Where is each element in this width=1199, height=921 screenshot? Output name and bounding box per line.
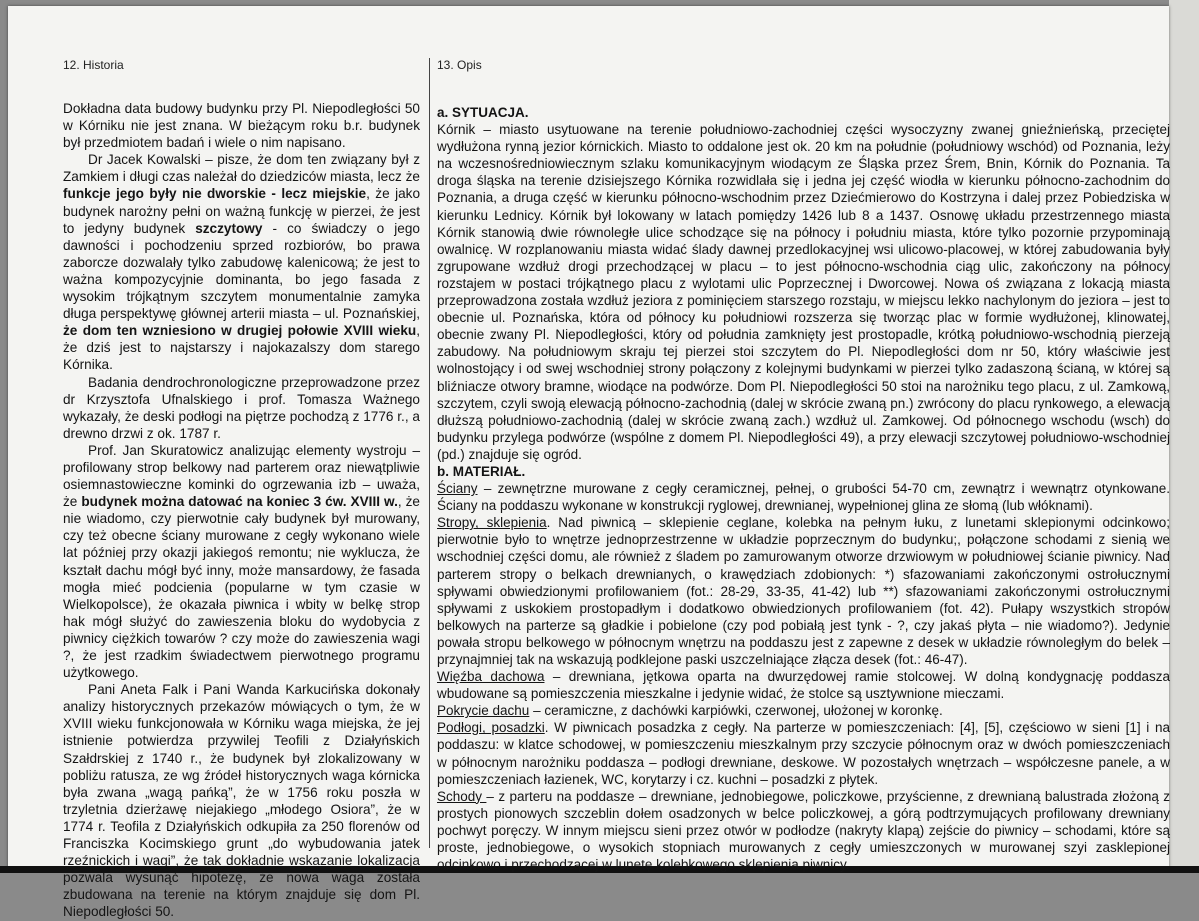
bold-text-run: budynek można datować na koniec 3 ćw. XVIII w. [81,494,398,510]
bold-text-run: szczytowy [195,220,263,236]
text-run: – drewniana, jętkowa oparta na dwurzędowej ramie stolcowej. W dolną kondygnację poddasza wbudowane są pomieszczenia mieszkalne i jedynie widać, że stolce są usztywnione mieczami. [437,669,1170,702]
stairs-label: Schody [437,788,487,804]
bold-text-run: funkcje jego były nie dworskie - lecz miejskie [63,186,367,202]
material-walls [437,480,1170,514]
material-ceilings [437,514,1170,668]
text-run: - co świadczy o jego dawności i pochodzeniu sprzed rozbiorów, bo prawa zaborcze dozwalały tylko zabudowę kalenicową; że jest to ważna kompozycyjnie dominanta, bo jego fasada z wysokim trójkątnym szczytem monumentalnie zamyka długa perspektywę głównej arterii miasta – ul. Poznańskiej, [63,220,420,322]
section-title-situation: a. SYTUACJA. [437,105,529,120]
text-run: Dr Jacek Kowalski – pisze, że dom ten związany był z Zamkiem i długi czas należał do dziedziców miasta, lecz że [63,152,420,185]
text-run: , że jako budynek narożny pełni on ważną funkcję w pierzei, że jest to jedyny budynek [63,186,421,236]
history-column [63,100,420,921]
scan-right-margin [1169,0,1199,873]
history-paragraph: Badania dendrochronologiczne przeprowadzone przez dr Krzysztofa Ufnalskiego i prof. Tomasza Ważnego wykazały, że deski podłogi na piętrze pochodzą z 1776 r., a drewno drzwi z ok. 1787 r. [63,374,420,441]
walls-label: Ściany [437,481,478,497]
description-column [437,104,1170,873]
history-paragraph: Pani Aneta Falk i Pani Wanda Karkucińska dokonały analizy historycznych przekazów mówiących o tym, że w XVIII wieku funkcjonowała w Kórniku waga miejska, że jej istnienie potwierdza przywilej Teofili z Działyńskich Szałdrskiej z 1740 r., że budynek był zlokalizowany w pobliżu ratusza, ze wg źródeł historycznych waga kórnicka była zwana „wagą pańką”, że w 1756 roku poszła w trzyletnia dzierżawę niejakiego „młodego Osiora”, że w 1774 r. Teofila z Działyńskich odkupiła za 250 florenów od Franciszka Kocimskiego grunt „do wybudowania jatek rzeźnickich i wagi”, że tak dokładnie wskazanie lokalizacja pozwala wysunąć hipotezę, że nowa waga została zbudowana na terenie na którym znajduje się dom Pl. Niepodległości 50. [63,682,420,920]
text-run: . Nad piwnicą – sklepienie ceglane, kolebka na pełnym łuku, z lunetami sklepionymi odcinkowo; pierwotnie było to wnętrze jednoprzestrzenne w układzie poprzecznym do budynku;, połączone schodami z sienią we wschodniej części domu, ale również z śladem po zamurowanym otworze drzwiowym w południowej ścianie piwnicy. Nad parterem stropy o belkach drewnianych, o krawędziach zdobionych: *) sfazowaniami zakończonymi ostrołucznymi spływami obwiedzionymi profilowaniem (fot.: 28-29, 33-35, 41-42) lub **) sfazowaniami zakończonymi ostrołucznymi spływami z uskokiem prostopadłym i dodatkowo obwiedzionych profilowaniem (fot. 42). Pułapy wszystkich stropów belkowych na parterze są gładkie i pobielone (czy pod pobiałą jest tynk - ?, czy jakaś płyta – nie wiadomo?). Jedynie powała stropu belkowego w północnym wnętrzu na poddaszu jest z zapewne z desek w układzie równoległym do belek – przynajmniej tak na wskazują podklejone paski uszczelniające złącza desek (fot.: 46-47). [437,515,1170,667]
situation-paragraph: Kórnik – miasto usytuowane na terenie południowo-zachodniej części wysoczyzny zwanej gnieźnieńską, przeciętej wydłużona rynną jezior kórnickich. Miasto to oddalone jest ok. 20 km na południe (południowy wschód) od Poznania, leży na wczesnośredniowiecznym szlaku komunikacyjnym wiodącym ze Śląska przez Śrem, Bnin, Kórnik do Poznania. Ta droga śląska na terenie dzisiejszego Kórnika rozwidlała się i jedna jej część wiodła w kierunku północno-zachodnim do Poznania, a druga część w kierunku północno-wschodnim przez Dziećmierowo do Kostrzyna i dalej przez Pobiedziska w kierunku Lednicy. Kórnik był lokowany w latach pomiędzy 1426 lub 8 a 1437. Osnowę układu przestrzennego miasta Kórnik stanowią dwie równoległe ulice schodzące się na północy i południu miasta, które tylko pozornie przypominają owalnicę. W rozplanowaniu miasta widać ślady dawnej przedlokacyjnej wsi ulicowo-placowej, w której zabudowania były zgrupowane wzdłuż drogi przechodzącej w placu – to jest północno-wschodnia ciąg ulic, zakończony na północy rozstajem w postaci trójkątnego placu z wylotami ulic Poprzecznej i Dworcowej. Nowa oś związana z lokacją miasta przeprowadzona została wzdłuż jeziora z pominięciem starszego rozstaju, w miejscu lekko nachylonym do jeziora – jest to obecnie ul. Poznańska, która od północy ku południowi rozszerza się tworząc plac w formie wydłużonej, klinowatej, obecnie zwany Pl. Niepodległości, który od południa zamknięty jest prostopadle, krótką południowo-wschodnią pierzeją zabudowy. Na południowym skraju tej pierzei stoi szczytem do Pl. Niepodległości dom nr 50, który właściwie jest wolnostojący i od swej wschodniej strony połączony z kolejnymi budynkami w pierzei tylko zadaszoną ścianą, w której są bliźniacze otwory bramne, wiodące na podwórze. Dom Pl. Niepodległości 50 stoi na narożniku tego placu, z ul. Zamkową, szczytem, czyli swoją elewacją północno-zachodnią (dalej w skrócie zwaną pn.) zwrócony do placu rynkowego, a elewacją dłuższą południowo-zachodnią (dalej w skrócie zwaną zach.) wzdłuż ul. Zamkowej. Od północnego wschodu (wsch) do budynku przylega podwórze (wspólne z domem Pl. Niepodległości 49), a przy elewacji szczytowej południowo-wschodniej (pd.) znajduje się ogród. [437,122,1170,462]
history-paragraph [63,151,420,373]
floors-label: Podłogi, posadzki [437,720,545,736]
history-paragraph [63,442,420,681]
material-floors [437,719,1170,787]
ceilings-label: Stropy, sklepienia [437,515,547,531]
text-run: , że dziś jest to najstarszy i najokazalszy dom starego Kórnika. [63,323,420,373]
roofing-label: Pokrycie dachu [437,703,530,719]
material-roof-truss [437,668,1170,702]
history-paragraph: Dokładna data budowy budynku przy Pl. Niepodległości 50 w Kórniku nie jest znana. W bieżącym roku b.r. budynek był przedmiotem badań i wiele o nim napisano. [63,101,420,151]
section-title-material: b. MATERIAŁ. [437,463,526,479]
text-run: Prof. Jan Skuratowicz analizując elementy wystroju – profilowany strop belkowy nad parterem oraz niewątpliwie osiemnastowieczne kominki do ogrzewania izb – uważa, że [63,442,420,510]
roof-truss-label: Więźba dachowa [437,669,545,685]
material-roofing [437,702,1170,719]
material-stairs [437,788,1170,873]
text-run: , że nie wiadomo, czy pierwotnie cały budynek był murowany, czy też obecne ściany murowane z cegły wykonano wiele lat później przy okazji jakiegoś remontu; nie wyklucza, że kształt dachu mógł być inny, może mansardowy, że fasada mogła mieć podcienia (popularne w tym czasie w Wielkopolsce), że okazała piwnica i wbity w belkę strop hak mógł służyć do zawieszenia bloku do wydobycia z piwnicy ciężkich towarów ? czy może do zawieszenia wagi ?, że jest rzadkim świadectwem pierwotnego programu użytkowego. [63,494,420,681]
text-run: – z parteru na poddasze – drewniane, jednobiegowe, policzkowe, przyścienne, z drewnianą balustrada złożoną z prostych pionowych szczeblin dołem osadzonych w belce policzkowej, a górą podtrzymujących profilowany drewniany pochwyt poręczy. W innym miejscu sieni przez otwór w podłodze (nakryty klapą) zejście do piwnicy – schodami, które są proste, jednobiegowe, o wysokich stopniach murowanych z cegły umieszczonych w murowanej szyi zasklepionej odcinkowo i przechodzącej w lunetę kolebkowego sklepienia piwnicy. [437,788,1170,873]
text-run: – zewnętrzne murowane z cegły ceramicznej, pełnej, o grubości 54-70 cm, zewnątrz i wewnątrz otynkowane. Ściany na poddaszu wykonane w konstrukcji ryglowej, drewnianej, wypełnionej glina ze słomą (lub włóknami). [437,481,1170,514]
text-run: . W piwnicach posadzka z cegły. Na parterze w pomieszczeniach: [4], [5], częściowo w sieni [1] i na poddaszu: w klatce schodowej, w pomieszczeniu mieszkalnym przy szczycie północnym oraz w dwóch pomieszczeniach w północnym narożniku poddasza – podłogi drewniane, deskowe. W pozostałych wnętrzach – współczesne panele, a w pomieszczeniach łazienek, WC, korytarzy i cz. kuchni – posadzki z płytek. [437,720,1170,787]
section-header-description: 13. Opis [437,58,482,72]
section-header-history: 12. Historia [63,58,124,72]
bold-text-run: że dom ten wzniesiono w drugiej połowie XVIII wieku [63,323,417,339]
column-divider [429,58,430,848]
text-run: – ceramiczne, z dachówki karpiówki, czerwonej, ułożonej w koronkę. [529,703,943,719]
